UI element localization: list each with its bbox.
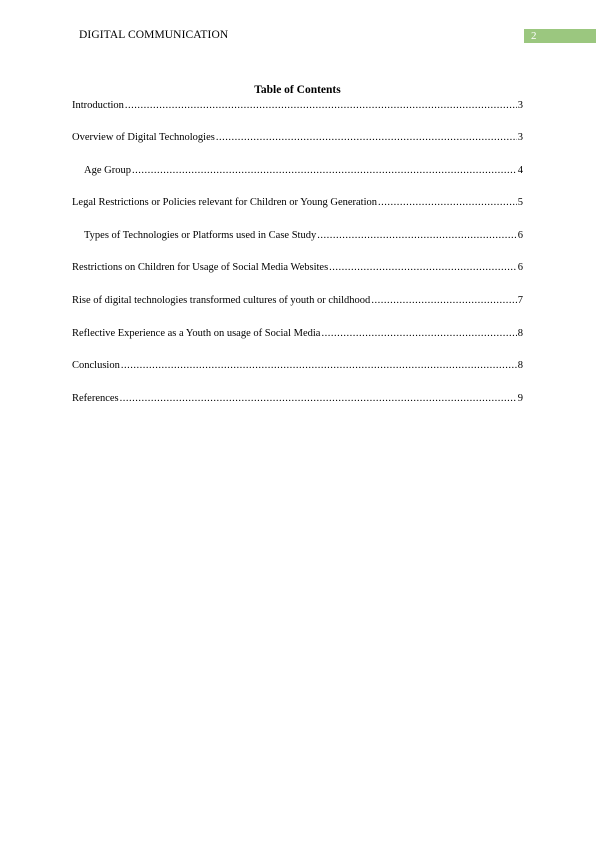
toc-entry-page: 6	[517, 230, 523, 241]
toc-entry-introduction[interactable]	[72, 99, 523, 113]
toc-entry-page: 9	[517, 393, 523, 404]
toc-entry-page: 4	[517, 165, 523, 176]
toc-dot-leader	[125, 99, 517, 113]
toc-entry-text: Introduction	[72, 100, 124, 111]
toc-entry-page: 3	[517, 132, 523, 143]
toc-entry-text: Restrictions on Children for Usage of Social Media Websites	[72, 262, 329, 273]
toc-dot-leader	[216, 131, 517, 145]
running-header-title: DIGITAL COMMUNICATION	[79, 29, 229, 41]
toc-dot-leader	[371, 294, 516, 308]
toc-entry-text: Reflective Experience as a Youth on usage of Social Media	[72, 328, 321, 339]
toc-entry-reflective-experience[interactable]	[72, 327, 523, 341]
toc-dot-leader	[317, 229, 517, 243]
toc-entry-text: Conclusion	[72, 360, 120, 371]
toc-entry-page: 5	[517, 197, 523, 208]
toc-title: Table of Contents	[254, 84, 341, 96]
toc-entry-page: 3	[517, 100, 523, 111]
toc-entry-age-group[interactable]	[84, 164, 523, 178]
toc-dot-leader	[132, 164, 517, 178]
toc-entry-page: 7	[517, 295, 523, 306]
toc-dot-leader	[120, 392, 517, 406]
toc-entry-text: Types of Technologies or Platforms used in Case Study	[84, 230, 317, 241]
toc-entry-overview[interactable]	[72, 131, 523, 145]
toc-entry-references[interactable]	[72, 392, 523, 406]
toc-dot-leader	[321, 327, 516, 341]
toc-entry-page: 8	[517, 360, 523, 371]
toc-entry-page: 8	[517, 328, 523, 339]
toc-entry-text: Rise of digital technologies transformed cultures of youth or childhood	[72, 295, 371, 306]
toc-entry-rise-of-digital-technologies[interactable]	[72, 294, 523, 308]
toc-entry-conclusion[interactable]	[72, 359, 523, 373]
toc-entry-text: References	[72, 393, 119, 404]
toc-entry-page: 6	[517, 262, 523, 273]
page-number-badge	[524, 29, 596, 43]
toc-dot-leader	[329, 261, 517, 275]
toc-entry-types-of-technologies[interactable]	[84, 229, 523, 243]
toc-entry-restrictions-on-children[interactable]	[72, 261, 523, 275]
toc-entry-legal-restrictions[interactable]	[72, 196, 523, 210]
toc-entry-text: Legal Restrictions or Policies relevant for Children or Young Generation	[72, 197, 378, 208]
toc-dot-leader	[378, 196, 517, 210]
toc-entry-text: Overview of Digital Technologies	[72, 132, 215, 143]
page-number: 2	[531, 30, 537, 42]
toc-entry-text: Age Group	[84, 165, 131, 176]
toc-dot-leader	[121, 359, 517, 373]
